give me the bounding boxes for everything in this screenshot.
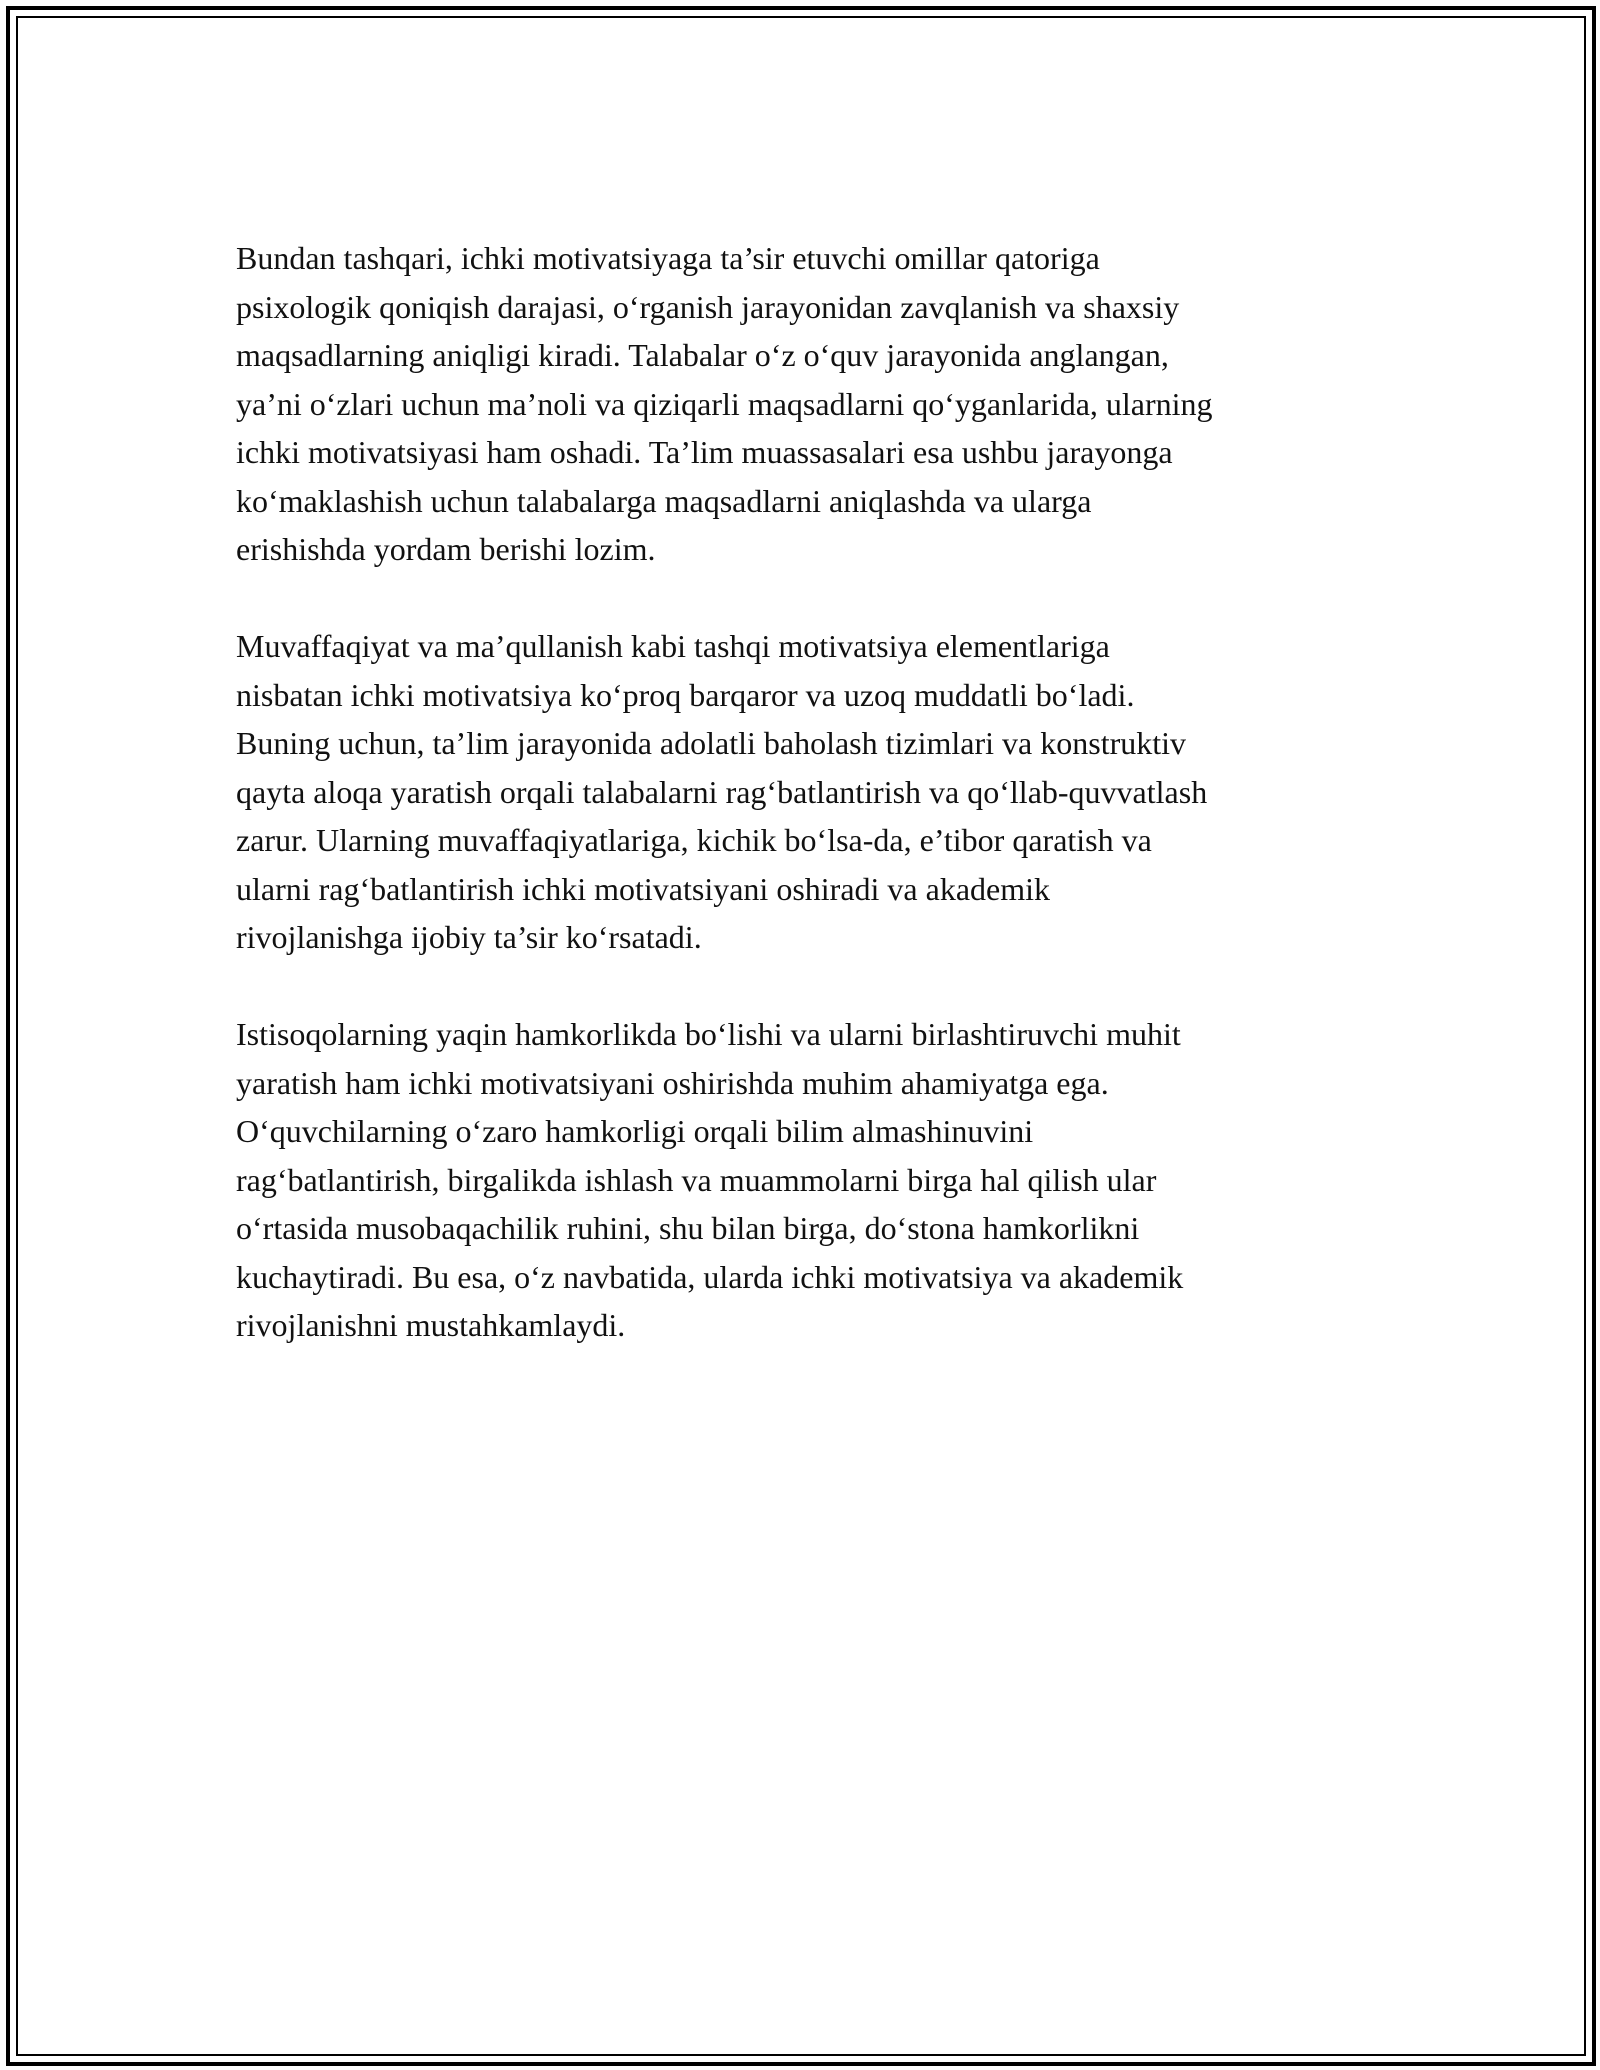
paragraph-line: o‘rtasida musobaqachilik ruhini, shu bilan birga, do‘stona hamkorlikni: [236, 1210, 1140, 1246]
paragraph-line: ya’ni o‘zlari uchun ma’noli va qiziqarli maqsadlarni qo‘yganlarida, ularning: [236, 385, 1213, 422]
paragraph-line: erishishda yordam berishi lozim.: [236, 531, 656, 567]
paragraph-line: Istisoqolarning yaqin hamkorlikda bo‘lishi va ularni birlashtiruvchi muhit: [236, 1016, 1181, 1052]
paragraph-line: O‘quvchilarning o‘zaro hamkorligi orqali bilim almashinuvini: [236, 1113, 1034, 1149]
paragraph-line: Muvaffaqiyat va ma’qullanish kabi tashqi motivatsiya elementlariga: [236, 628, 1110, 664]
paragraph-line: rivojlanishga ijobiy ta’sir ko‘rsatadi.: [236, 919, 702, 955]
paragraph-line: Bundan tashqari, ichki motivatsiyaga ta’sir etuvchi omillar qatoriga: [236, 240, 1100, 276]
paragraph-line: nisbatan ichki motivatsiya ko‘proq barqaror va uzoq muddatli bo‘ladi.: [236, 676, 1135, 713]
paragraph-3: [236, 1010, 1366, 1350]
paragraph-2: [236, 622, 1366, 962]
paragraph-1: [236, 234, 1366, 574]
paragraph-line: psixologik qoniqish darajasi, o‘rganish jarayonidan zavqlanish va shaxsiy: [236, 288, 1180, 325]
paragraph-line: ichki motivatsiyasi ham oshadi. Ta’lim muassasalari esa ushbu jarayonga: [236, 434, 1173, 470]
paragraph-line: ularni rag‘batlantirish ichki motivatsiyani oshiradi va akademik: [236, 870, 1050, 907]
paragraph-line: zarur. Ularning muvaffaqiyatlariga, kichik bo‘lsa-da, e’tibor qaratish va: [236, 822, 1152, 858]
document-body: [236, 234, 1366, 1398]
paragraph-line: maqsadlarning aniqligi kiradi. Talabalar o‘z o‘quv jarayonida anglangan,: [236, 337, 1169, 373]
paragraph-line: Buning uchun, ta’lim jarayonida adolatli baholash tizimlari va konstruktiv: [236, 725, 1187, 761]
paragraph-line: rag‘batlantirish, birgalikda ishlash va muammolarni birga hal qilish ular: [236, 1161, 1157, 1198]
paragraph-line: qayta aloqa yaratish orqali talabalarni rag‘batlantirish va qo‘llab-quvvatlash: [236, 773, 1208, 810]
paragraph-line: kuchaytiradi. Bu esa, o‘z navbatida, ularda ichki motivatsiya va akademik: [236, 1258, 1184, 1295]
paragraph-line: rivojlanishni mustahkamlaydi.: [236, 1307, 626, 1343]
paragraph-line: ko‘maklashish uchun talabalarga maqsadlarni aniqlashda va ularga: [236, 482, 1092, 519]
paragraph-line: yaratish ham ichki motivatsiyani oshirishda muhim ahamiyatga ega.: [236, 1064, 1109, 1101]
